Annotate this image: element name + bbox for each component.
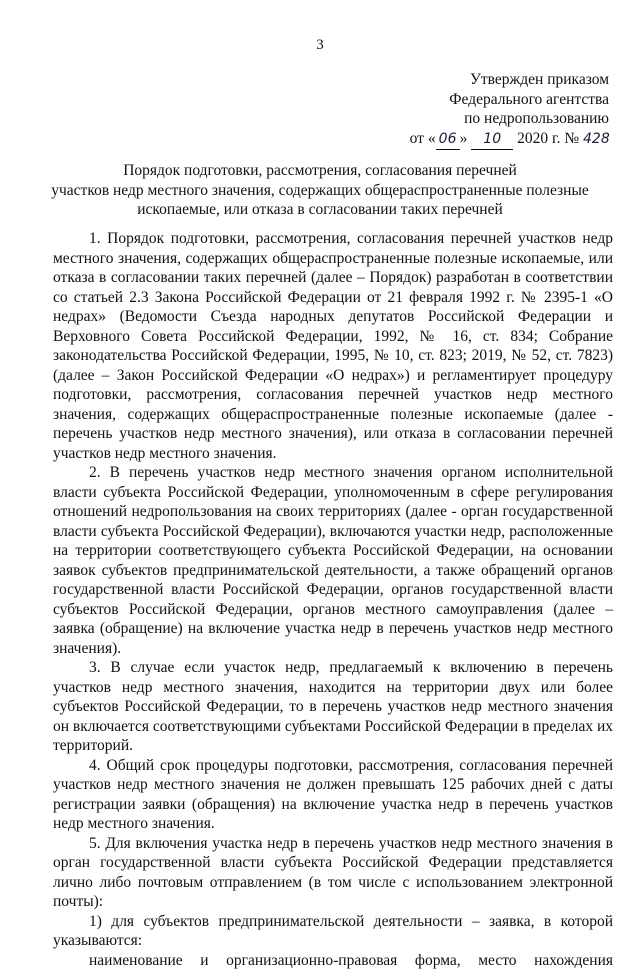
handwritten-order-number: 428 (583, 130, 609, 150)
approval-line-2: Федерального агентства (410, 90, 609, 110)
approval-block (410, 70, 609, 150)
title-line-3: ископаемые, или отказа в согласовании таких перечней (40, 200, 600, 220)
document-body (53, 229, 613, 970)
paragraph-3: 3. В случае если участок недр, предлагаемый к включению в перечень участков недр местного значения, находится на территории двух или более субъектов Российской Федерации, то в перечень участков недр местного значения он включается соответствующими субъектами Российской Федерации в пределах их территорий. (53, 658, 613, 756)
date-prefix: от « (410, 130, 436, 147)
approval-line-3: по недропользованию (410, 109, 609, 129)
approval-date-line (410, 129, 609, 151)
paragraph-5-1: 1) для субъектов предпринимательской деятельности – заявка, в которой указываются: (53, 912, 613, 951)
approval-line-1: Утвержден приказом (410, 70, 609, 90)
handwritten-day: 06 (436, 130, 460, 151)
paragraph-2: 2. В перечень участков недр местного значения органом исполнительной власти субъекта Российской Федерации, уполномоченным в сфере регулирования отношений недропользования на своих территориях (далее - орган государственной власти субъекта Российской Федерации), включаются участки недр, расположенные на территории соответствующего субъекта Российской Федерации, на основании заявок субъектов предпринимательской деятельности, а также обращений органов государственной власти Российской Федерации, органов государственной власти субъектов Российской Федерации, органов местного самоуправления (далее – заявка (обращение) на включение участка недр в перечень участков недр местного значения). (53, 463, 613, 658)
document-title (40, 161, 600, 220)
page-number: 3 (0, 37, 640, 54)
paragraph-5-1-item: наименование и организационно-правовая форма, место нахождения (53, 951, 613, 970)
title-line-1: Порядок подготовки, рассмотрения, согласования перечней (40, 161, 600, 181)
paragraph-4: 4. Общий срок процедуры подготовки, рассмотрения, согласования перечней участков недр местного значения не должен превышать 125 рабочих дней с даты регистрации заявки (обращения) на включение участка недр в перечень участков недр местного значения. (53, 756, 613, 834)
date-mid: » (460, 130, 468, 147)
title-line-2: участков недр местного значения, содержащих общераспространенные полезные (40, 181, 600, 201)
paragraph-1: 1. Порядок подготовки, рассмотрения, согласования перечней участков недр местного значения, содержащих общераспространенные полезные ископаемые, или отказа в согласовании таких перечней (далее – Порядок) разработан в соответствии со статьей 2.3 Закона Российской Федерации от 21 февраля 1992 г. № 2395-1 «О недрах» (Ведомости Съезда народных депутатов Российской Федерации и Верховного Совета Российской Федерации, 1992, № 16, ст. 834; Собрание законодательства Российской Федерации, 1995, № 10, ст. 823; 2019, № 52, ст. 7823) (далее – Закон Российской Федерации «О недрах») и регламентирует процедуру подготовки, рассмотрения, согласования перечней участков недр местного значения, содержащих общераспространенные полезные ископаемые (далее - перечень участков недр местного значения), или отказа в согласовании перечней участков недр местного значения. (53, 229, 613, 463)
paragraph-5: 5. Для включения участка недр в перечень участков недр местного значения в орган государственной власти субъекта Российской Федерации представляется лично либо почтовым отправлением (в том числе с использованием электронной почты): (53, 834, 613, 912)
handwritten-month: 10 (471, 130, 513, 151)
date-year: 2020 г. № (517, 130, 579, 147)
